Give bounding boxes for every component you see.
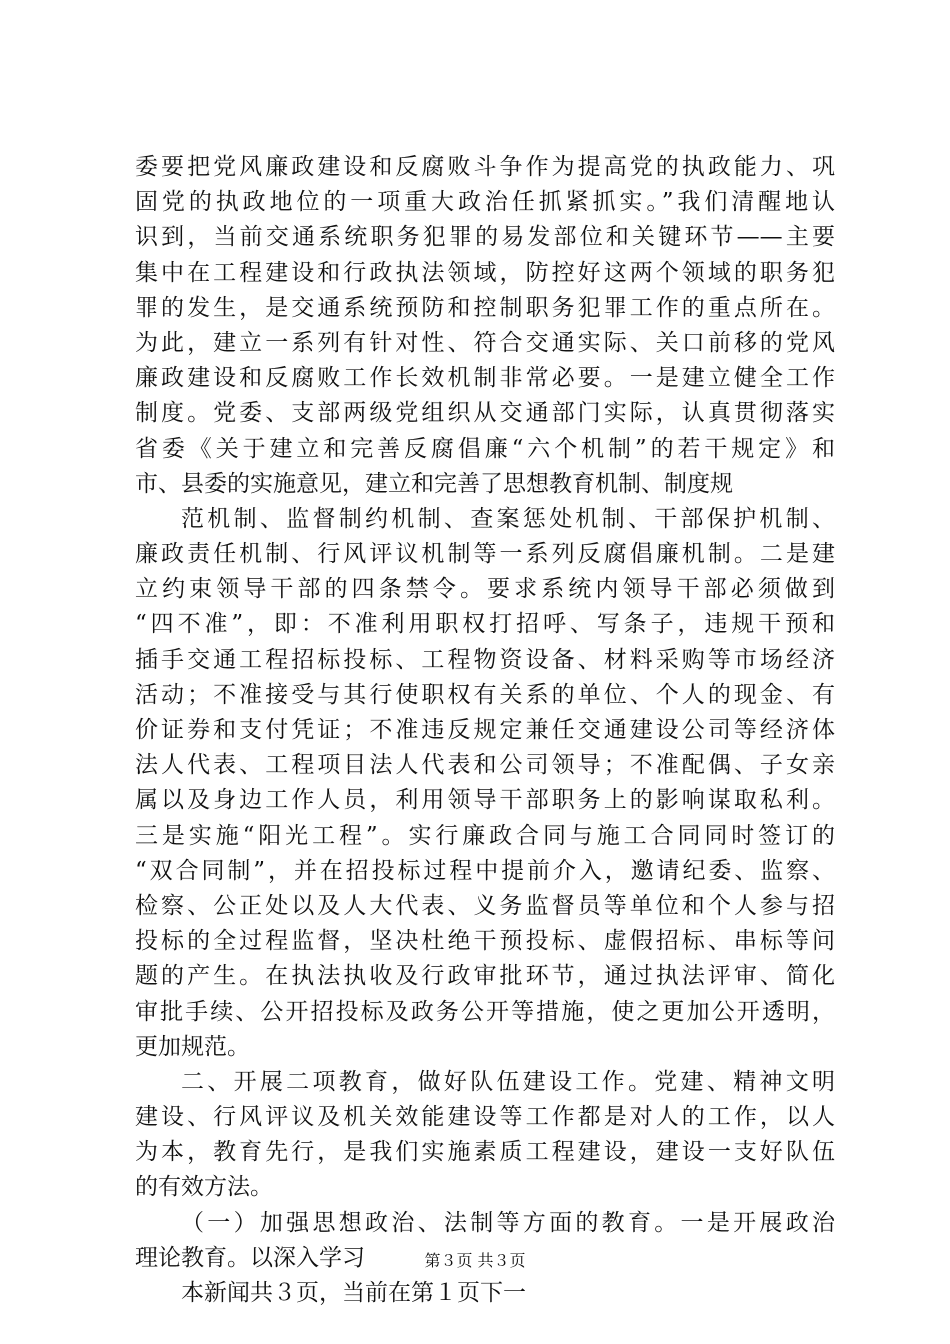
text-line: 活动；不准接受与其行使职权有关系的单位、个人的现金、有 — [135, 681, 835, 708]
text-line: 插手交通工程招标投标、工程物资设备、材料采购等市场经济 — [135, 646, 835, 673]
text-line: 廉政建设和反腐败工作长效机制非常必要。一是建立健全工作 — [135, 365, 835, 392]
text-line: 法人代表、工程项目法人代表和公司领导；不准配偶、子女亲 — [135, 752, 835, 779]
text-line: 建设、行风评议及机关效能建设等工作都是对人的工作，以人 — [135, 1104, 835, 1131]
text-line: 题的产生。在执法执收及行政审批环节，通过执法评审、简化 — [135, 963, 835, 990]
text-line: “四不准”，即：不准利用职权打招呼、写条子，违规干预和 — [135, 611, 835, 638]
text-line: 固党的执政地位的一项重大政治任抓紧抓实。”我们清醒地认 — [135, 189, 835, 216]
text-line: 三是实施“阳光工程”。实行廉政合同与施工合同同时签订的 — [135, 822, 835, 849]
text-line: 制度。党委、支部两级党组织从交通部门实际，认真贯彻落实 — [135, 400, 835, 427]
text-line: 审批手续、公开招投标及政务公开等措施，使之更加公开透明， — [135, 998, 835, 1025]
text-line: 为此，建立一系列有针对性、符合交通实际、关口前移的党风 — [135, 329, 835, 356]
text-line: 识到，当前交通系统职务犯罪的易发部位和关键环节——主要 — [135, 224, 835, 251]
text-line: 市、县委的实施意见，建立和完善了思想教育机制、制度规 — [135, 470, 733, 497]
text-line: 二、开展二项教育，做好队伍建设工作。党建、精神文明 — [181, 1068, 835, 1095]
text-line: 委要把党风廉政建设和反腐败斗争作为提高党的执政能力、巩 — [135, 154, 835, 180]
text-line: 投标的全过程监督，坚决杜绝干预投标、虚假招标、串标等问 — [135, 928, 835, 955]
text-line: 罪的发生，是交通系统预防和控制职务犯罪工作的重点所在。 — [135, 294, 835, 321]
text-line: 更加规范。 — [135, 1033, 250, 1060]
text-line: 价证券和支付凭证；不准违反规定兼任交通建设公司等经济体 — [135, 717, 835, 743]
text-line: 的有效方法。 — [135, 1174, 273, 1201]
text-line: （一）加强思想政治、法制等方面的教育。一是开展政治 — [181, 1209, 835, 1236]
document-body — [135, 150, 835, 1311]
page-footer: 第３页 共３页 — [424, 1251, 526, 1270]
text-line: 立约束领导干部的四条禁令。要求系统内领导干部必须做到 — [135, 576, 835, 603]
text-line: 廉政责任机制、行风评议机制等一系列反腐倡廉机制。二是建 — [135, 541, 835, 568]
pagination-text: 本新闻共３页，当前在第１页下一 — [181, 1280, 526, 1306]
text-line: 理论教育。以深入学习 — [135, 1244, 365, 1271]
text-line: 属以及身边工作人员，利用领导干部职务上的影响谋取私利。 — [135, 787, 835, 814]
text-line: 集中在工程建设和行政执法领域，防控好这两个领域的职务犯 — [135, 259, 835, 286]
text-line: 范机制、监督制约机制、查案惩处机制、干部保护机制、 — [181, 505, 835, 532]
text-line: 为本，教育先行，是我们实施素质工程建设，建设一支好队伍 — [135, 1139, 835, 1166]
text-line: “双合同制”，并在招投标过程中提前介入，邀请纪委、监察、 — [135, 857, 835, 884]
text-line: 省委《关于建立和完善反腐倡廉“六个机制”的若干规定》和 — [135, 435, 835, 462]
text-line: 检察、公正处以及人大代表、义务监督员等单位和个人参与招 — [135, 892, 835, 919]
